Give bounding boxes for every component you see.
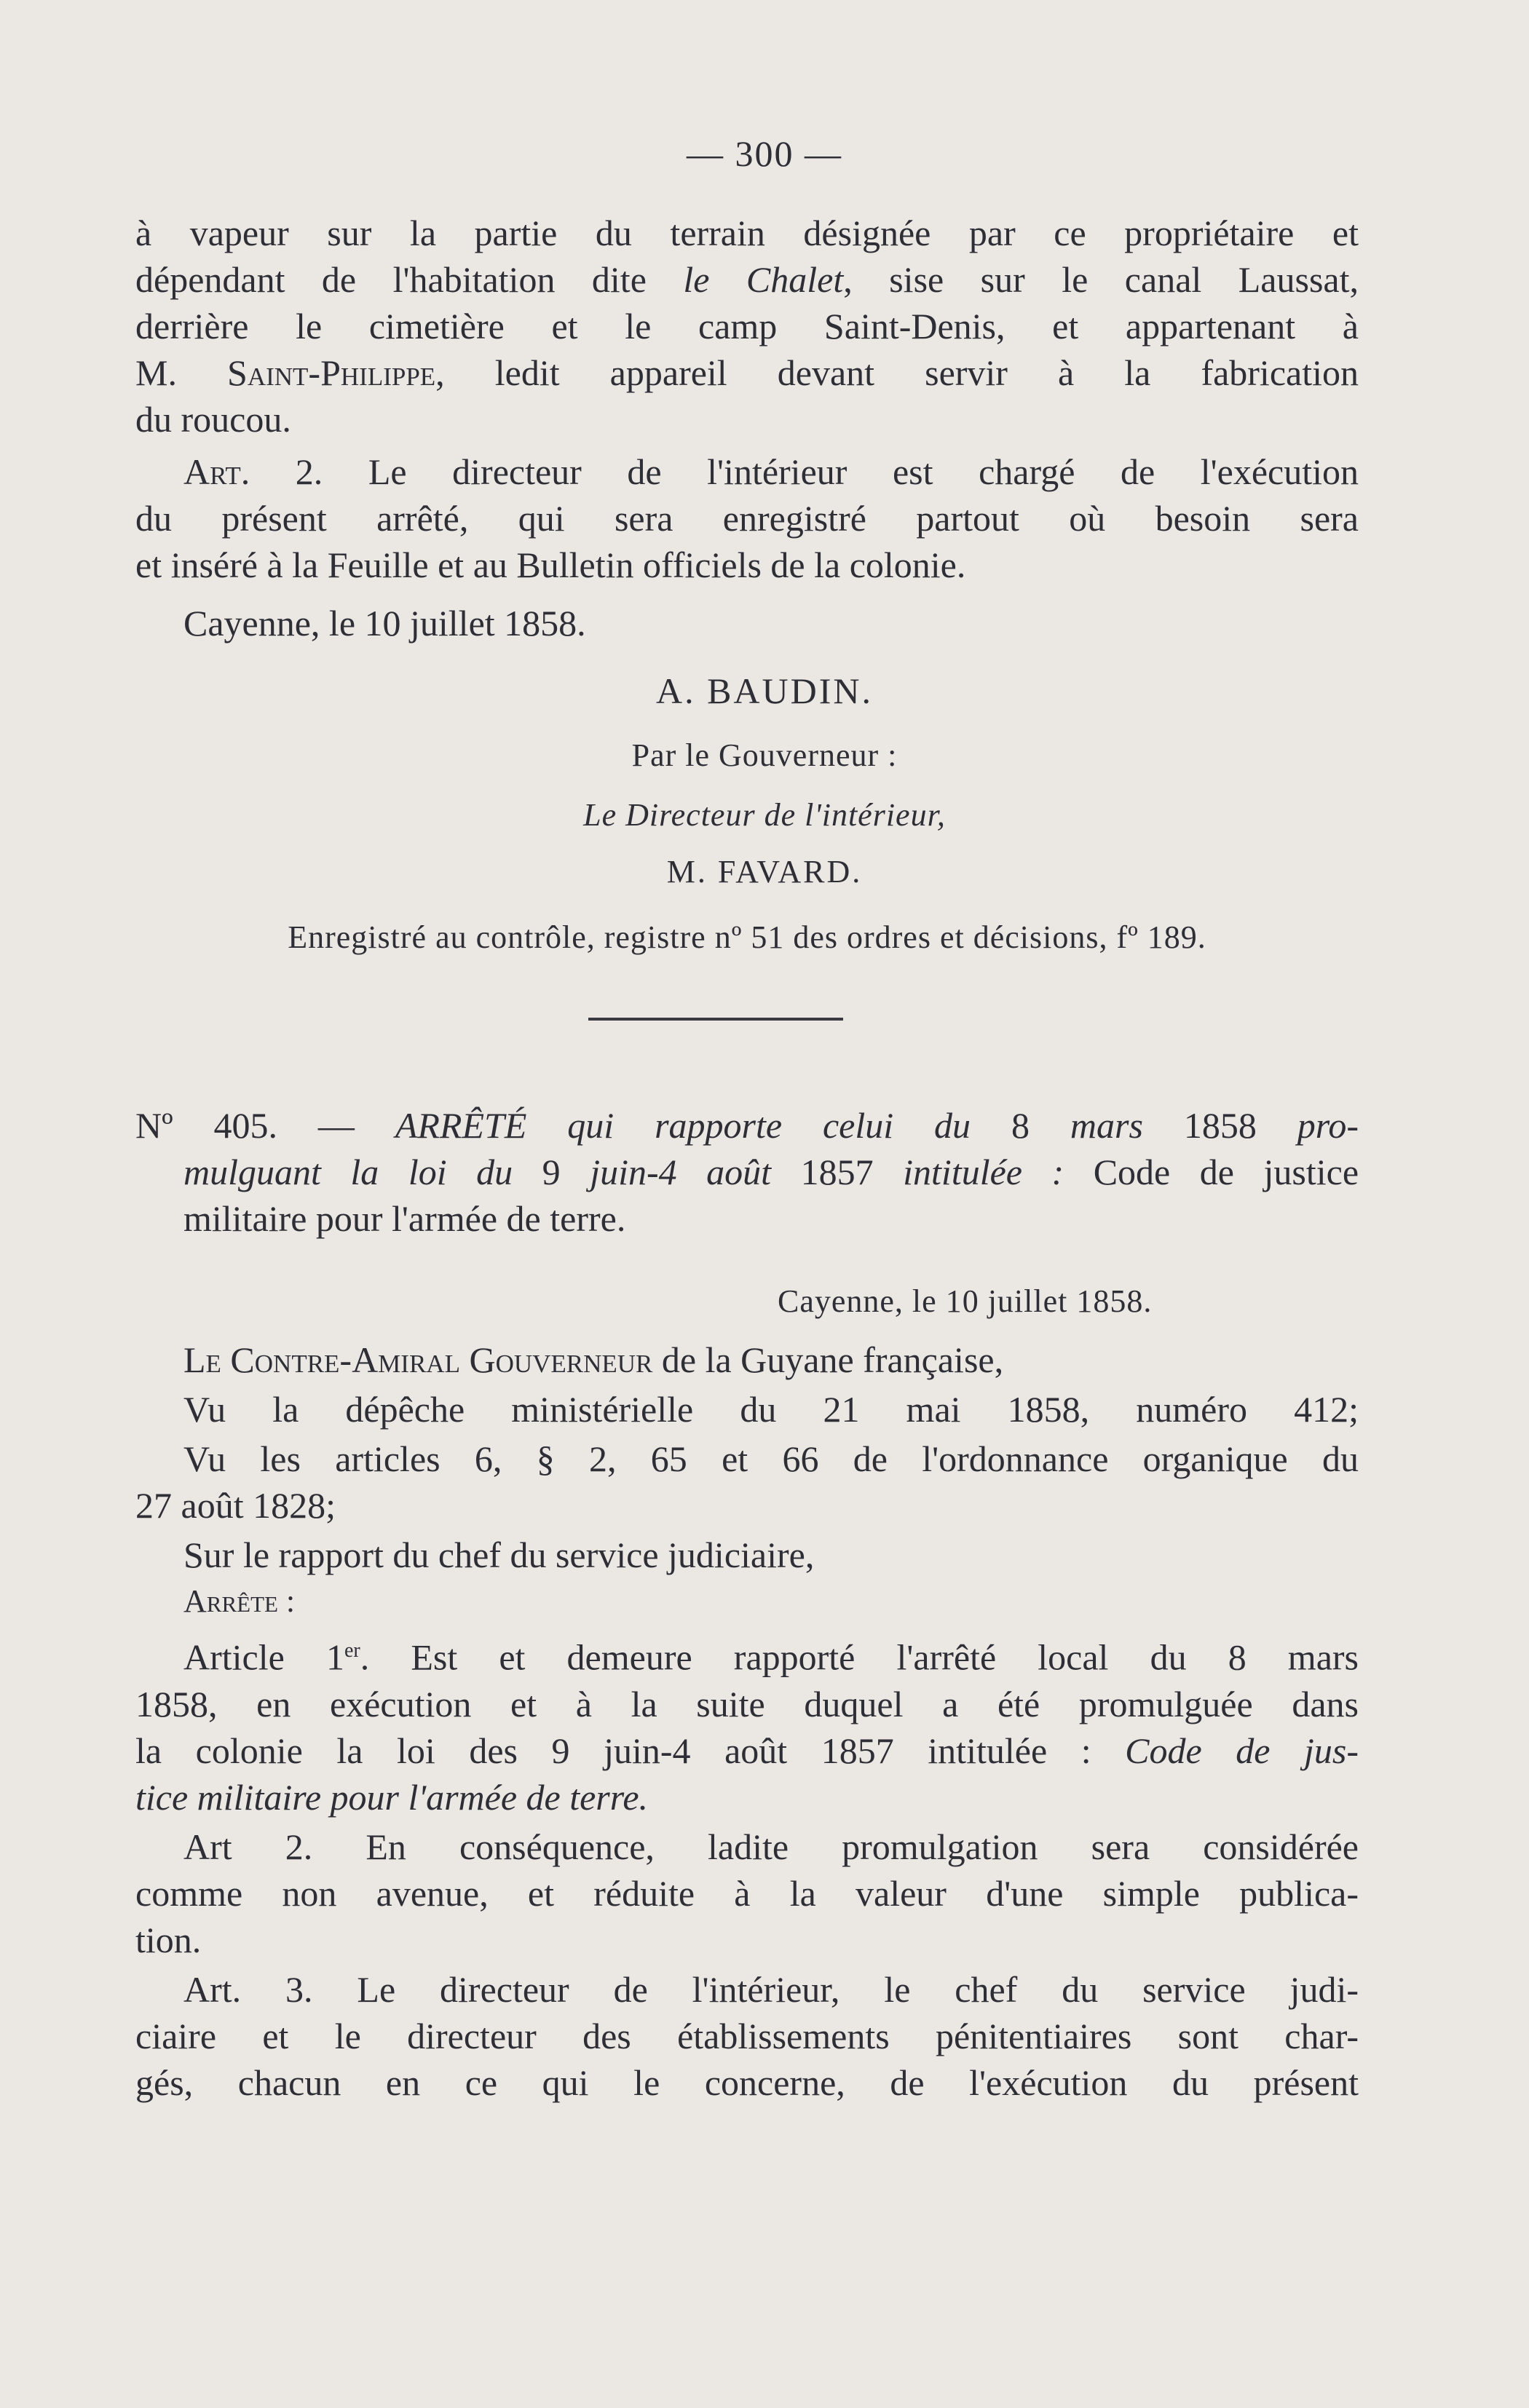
text-line [135, 1149, 1359, 1195]
text-line: du présent arrêté, qui sera enregistré partout où besoin sera [135, 498, 1359, 539]
text-line: 27 août 1828; [135, 1485, 336, 1526]
text-span: pro- [1297, 1105, 1359, 1146]
text-span: la colonie la loi des 9 juin-4 août 1857 intitulée : [135, 1730, 1126, 1771]
text-line [135, 256, 1359, 303]
text-span: Article 1 [183, 1636, 344, 1678]
person-name: Saint-Philippe [227, 352, 436, 393]
signatory-name: A. BAUDIN. [655, 670, 874, 711]
text-line [135, 1727, 1359, 1774]
text-line: Vu la dépêche ministérielle du 21 mai 1858, numéro 412; [183, 1389, 1359, 1430]
article-2 [135, 448, 1359, 588]
text-line: à vapeur sur la partie du terrain désignée par ce propriétaire et [135, 213, 1359, 253]
text-line [135, 1336, 1359, 1383]
place-name: le Chalet [683, 259, 844, 300]
text-span: , ledit appareil devant servir à la fabrication [435, 352, 1359, 393]
decree-number: Nº 405. — [135, 1105, 395, 1146]
text-span: intitulée : [903, 1152, 1064, 1192]
decree-heading [135, 1102, 1359, 1242]
law-title: tice militaire pour l'armée de terre. [135, 1776, 649, 1818]
countersignatory-name: M. FAVARD. [666, 854, 863, 890]
decree-body [135, 1336, 1359, 2106]
date-text: Cayenne, le 10 juillet 1858. [183, 603, 586, 643]
law-title: Code de jus- [1125, 1730, 1359, 1771]
text-line [135, 1628, 1359, 1681]
text-span: 1857 [771, 1152, 904, 1192]
superscript: er [344, 1639, 360, 1662]
text-span: de la Guyane française, [652, 1339, 1004, 1380]
text-line [135, 448, 1359, 495]
text-span: mars [1070, 1105, 1143, 1146]
text-span: ARRÊTÉ qui rapporte celui du [395, 1105, 971, 1146]
registration-note: Enregistré au contrôle, registre nº 51 des ordres et décisions, fº 189. [288, 919, 1206, 955]
section-divider [588, 1018, 843, 1021]
signature-par: Par le Gouverneur : [631, 737, 898, 773]
text-span: Code de justice [1064, 1152, 1359, 1192]
text-line: militaire pour l'armée de terre. [183, 1198, 626, 1239]
text-span: 1858 [1142, 1105, 1297, 1146]
text-line: 1858, en exécution et à la suite duquel a été promulguée dans [135, 1683, 1359, 1724]
decree-date: Cayenne, le 10 juillet 1858. [778, 1283, 1153, 1319]
arrete-label: Arrête : [183, 1583, 296, 1619]
text-line: Art 2. En conséquence, ladite promulgation sera considérée [183, 1826, 1359, 1867]
text-span: dépendant de l'habitation dite [135, 259, 684, 300]
text-line [135, 349, 1359, 396]
text-line: Sur le rapport du chef du service judiciaire, [183, 1534, 815, 1575]
date-line [135, 600, 1359, 646]
text-line: du roucou. [135, 399, 291, 440]
text-span: M. [135, 352, 228, 393]
article-label: Art [183, 451, 241, 492]
text-line: et inséré à la Feuille et au Bulletin officiels de la colonie. [135, 544, 966, 585]
text-line: ciaire et le directeur des établissements pénitentiaires sont char- [135, 2015, 1359, 2056]
text-line: gés, chacun en ce qui le concerne, de l'exécution du présent [135, 2062, 1359, 2103]
text-line: tion. [135, 1919, 202, 1960]
continuation-paragraph [135, 210, 1359, 443]
page-number: — 300 — [687, 133, 842, 174]
text-line: comme non avenue, et réduite à la valeur d'une simple publica- [135, 1872, 1359, 1914]
signature-role: Le Directeur de l'intérieur, [583, 797, 946, 833]
text-line: Art. 3. Le directeur de l'intérieur, le chef du service judi- [183, 1968, 1359, 2010]
text-span: . 2. Le directeur de l'intérieur est chargé de l'exécution [240, 451, 1359, 492]
text-span: 9 [513, 1152, 590, 1192]
text-span: juin-4 août [590, 1152, 772, 1192]
text-line: Vu les articles 6, § 2, 65 et 66 de l'ordonnance organique du [183, 1438, 1359, 1479]
text-line: derrière le cimetière et le camp Saint-Denis, et appartenant à [135, 306, 1359, 346]
text-span: mulguant la loi du [183, 1152, 513, 1192]
governor-title: Le Contre-Amiral Gouverneur [183, 1339, 653, 1380]
text-span: . Est et demeure rapporté l'arrêté local du 8 mars [360, 1636, 1359, 1678]
text-span: 8 [971, 1105, 1070, 1146]
text-span: , sise sur le canal Laussat, [843, 259, 1359, 300]
text-line [135, 1102, 1359, 1149]
